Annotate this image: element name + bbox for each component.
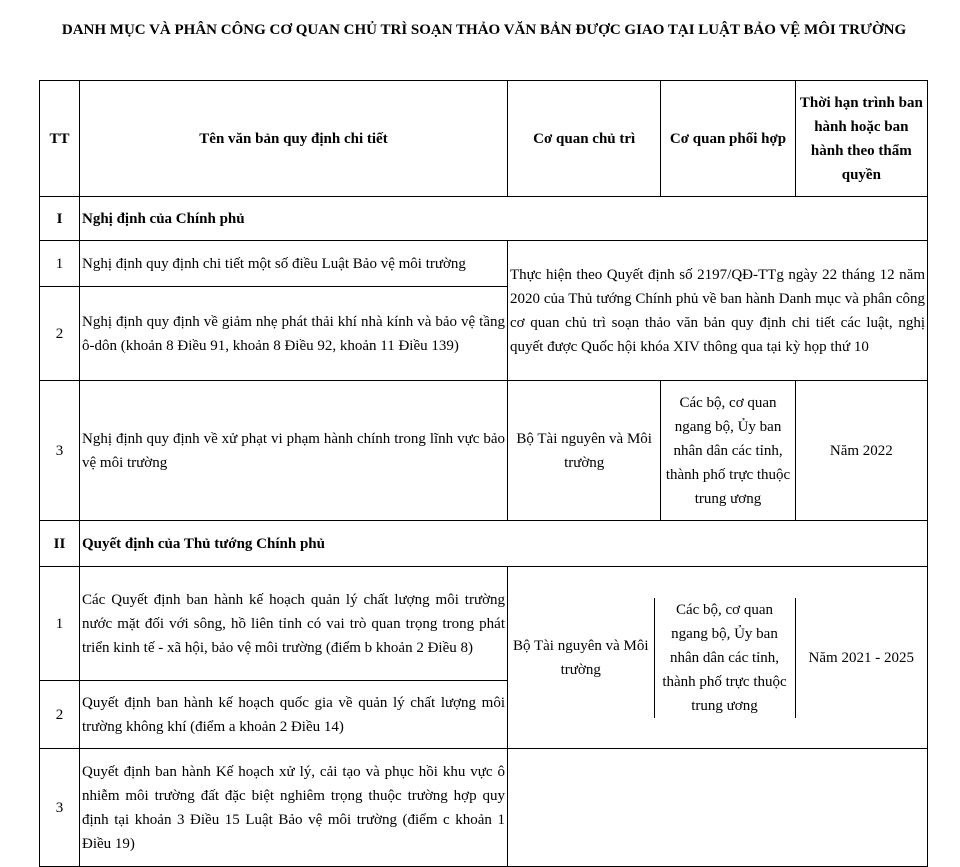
header-lead-agency: Cơ quan chủ trì	[508, 81, 661, 197]
lead-agency: Bộ Tài nguyên và Môi trường	[508, 598, 654, 718]
section-number: I	[40, 197, 80, 241]
deadline: Năm 2021 - 2025	[795, 598, 927, 718]
document-name: Các Quyết định ban hành kế hoạch quản lý chất lượng môi trường nước mặt đối với sông, hồ liên tỉnh có vai trò quan trọng trong phát triển kinh tế - xã hội, bảo vệ môi trường (điểm b khoản 2 Điều 8)	[80, 567, 508, 681]
document-name: Quyết định ban hành Kế hoạch xử lý, cải tạo và phục hồi khu vực ô nhiễm môi trường đất đặc biệt nghiêm trọng thuộc trường hợp quy định tại khoản 3 Điều 15 Luật Bảo vệ môi trường (điểm c khoản 1 Điều 19)	[80, 749, 508, 867]
document-name: Nghị định quy định về xử phạt vi phạm hành chính trong lĩnh vực bảo vệ môi trường	[80, 381, 508, 521]
row-number: 2	[40, 681, 80, 749]
row-number: 1	[40, 241, 80, 287]
header-document-name: Tên văn bản quy định chi tiết	[80, 81, 508, 197]
section-label: Nghị định của Chính phủ	[80, 197, 928, 241]
header-deadline: Thời hạn trình ban hành hoặc ban hành theo thẩm quyền	[795, 81, 927, 197]
document-name: Quyết định ban hành kế hoạch quốc gia về quản lý chất lượng môi trường không khí (điểm a khoản 2 Điều 14)	[80, 681, 508, 749]
table-header-row	[40, 81, 928, 197]
table-row	[40, 749, 928, 867]
row-number: 1	[40, 567, 80, 681]
header-coordinating-agency: Cơ quan phối hợp	[661, 81, 795, 197]
table-row	[40, 381, 928, 521]
coordinating-agency: Các bộ, cơ quan ngang bộ, Ủy ban nhân dân các tỉnh, thành phố trực thuộc trung ương	[661, 381, 795, 521]
table-row	[40, 241, 928, 287]
row-number: 3	[40, 381, 80, 521]
merged-note: Thực hiện theo Quyết định số 2197/QĐ-TTg ngày 22 tháng 12 năm 2020 của Thủ tướng Chính phủ về ban hành Danh mục và phân công cơ quan chủ trì soạn thảo văn bản quy định chi tiết các luật, nghị quyết được Quốc hội khóa XIV thông qua tại kỳ họp thứ 10	[508, 241, 928, 381]
agency-subtable	[508, 598, 927, 718]
deadline: Năm 2022	[795, 381, 927, 521]
row-number: 2	[40, 287, 80, 381]
assignment-table	[39, 80, 928, 867]
section-number: II	[40, 521, 80, 567]
merged-agency-block	[508, 567, 928, 749]
coordinating-agency: Các bộ, cơ quan ngang bộ, Ủy ban nhân dân các tỉnh, thành phố trực thuộc trung ương	[654, 598, 795, 718]
header-tt: TT	[40, 81, 80, 197]
section-row	[40, 521, 928, 567]
table-row	[40, 567, 928, 681]
section-row	[40, 197, 928, 241]
document-title: DANH MỤC VÀ PHÂN CÔNG CƠ QUAN CHỦ TRÌ SOẠN THẢO VĂN BẢN ĐƯỢC GIAO TẠI LUẬT BẢO VỆ MÔI TRƯỜNG	[61, 22, 907, 38]
section-label: Quyết định của Thủ tướng Chính phủ	[80, 521, 928, 567]
lead-agency: Bộ Tài nguyên và Môi trường	[508, 381, 661, 521]
document-name: Nghị định quy định về giảm nhẹ phát thải khí nhà kính và bảo vệ tầng ô-dôn (khoản 8 Điều 91, khoản 8 Điều 92, khoản 11 Điều 139)	[80, 287, 508, 381]
row-number: 3	[40, 749, 80, 867]
document-name: Nghị định quy định chi tiết một số điều Luật Bảo vệ môi trường	[80, 241, 508, 287]
empty-agency-block	[508, 749, 928, 867]
